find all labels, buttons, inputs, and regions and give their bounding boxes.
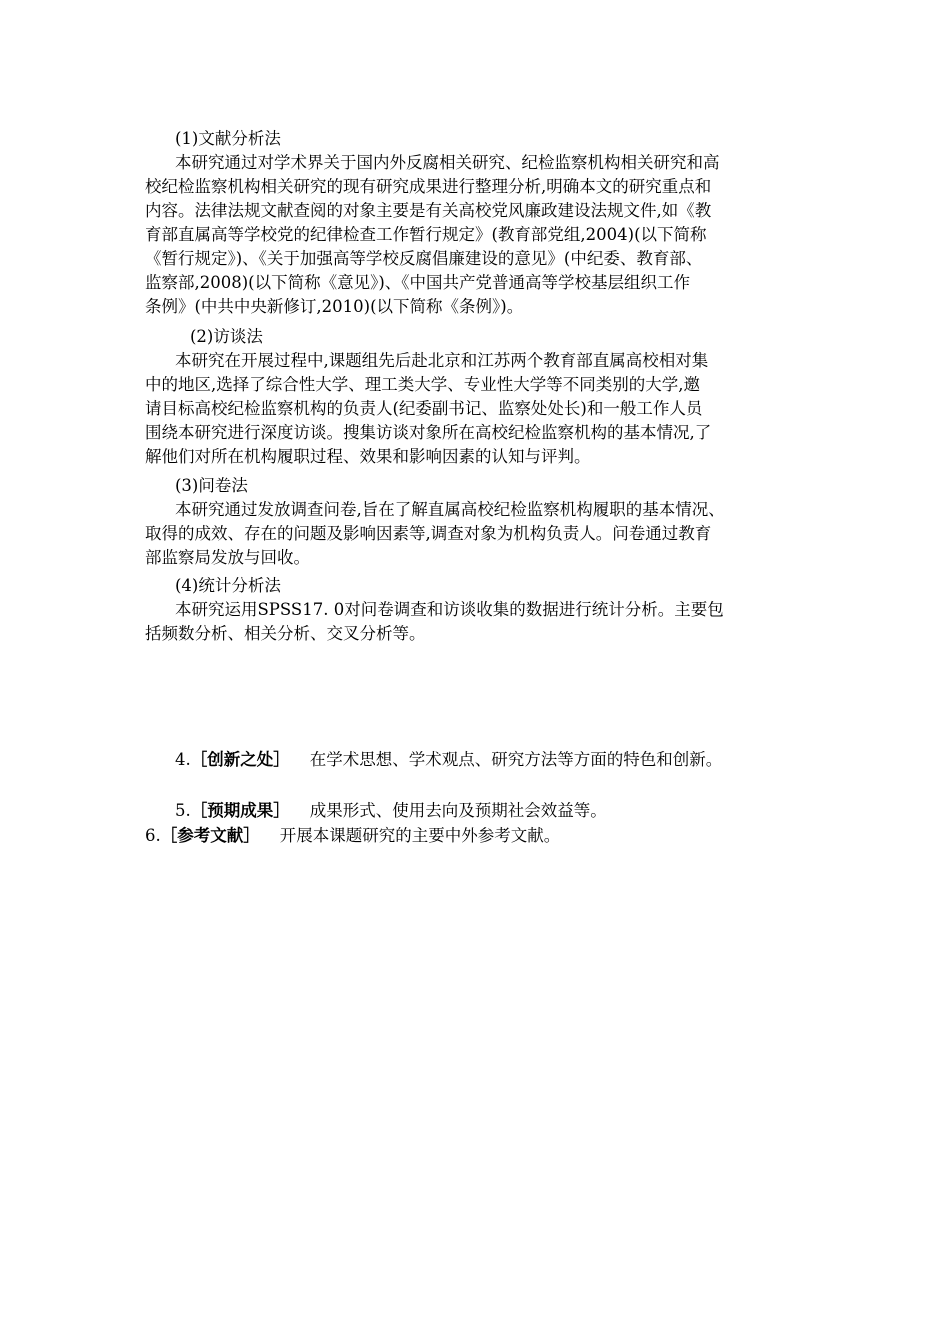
paragraph-line: 部监察局发放与回收。 — [145, 548, 310, 567]
paragraph-line: 条例》(中共中央新修订,2010)(以下简称《条例》)。 — [145, 297, 524, 316]
item-description: 开展本课题研究的主要中外参考文献。 — [279, 826, 561, 845]
item-number: 6. — [145, 826, 161, 845]
paragraph-line: 请目标高校纪检监察机构的负责人(纪委副书记、监察处处长)和一般工作人员 — [145, 399, 703, 418]
paragraph-line: 本研究通过对学术界关于国内外反腐相关研究、纪检监察机构相关研究和高 — [175, 153, 720, 172]
section-heading-interview: (2)访谈法 — [190, 327, 263, 346]
item-title: ［预期成果］ — [190, 801, 290, 820]
paragraph-line: 括频数分析、相关分析、交叉分析等。 — [145, 624, 426, 643]
paragraph-line: 育部直属高等学校党的纪律检查工作暂行规定》(教育部党组,2004)(以下简称 — [145, 225, 707, 244]
item-number: 4. — [175, 750, 191, 769]
paragraph-line: 本研究在开展过程中,课题组先后赴北京和江苏两个教育部直属高校相对集 — [175, 351, 709, 370]
item-description: 在学术思想、学术观点、研究方法等方面的特色和创新。 — [309, 750, 723, 769]
paragraph-line: 监察部,2008)(以下简称《意见》)、《中国共产党普通高等学校基层组织工作 — [145, 273, 691, 292]
paragraph-line: 校纪检监察机构相关研究的现有研究成果进行整理分析,明确本文的研究重点和 — [145, 177, 712, 196]
paragraph-line: 围绕本研究进行深度访谈。搜集访谈对象所在高校纪检监察机构的基本情况,了 — [145, 423, 712, 442]
item-description: 成果形式、使用去向及预期社会效益等。 — [309, 801, 607, 820]
paragraph-line: 中的地区,选择了综合性大学、理工类大学、专业性大学等不同类别的大学,邀 — [145, 375, 700, 394]
section-heading-questionnaire: (3)问卷法 — [175, 476, 248, 495]
item-innovation — [175, 748, 722, 772]
paragraph-line: 取得的成效、存在的问题及影响因素等,调查对象为机构负责人。问卷通过教育 — [145, 524, 712, 543]
item-title: ［参考文献］ — [160, 826, 260, 845]
paragraph-line: 内容。法律法规文献查阅的对象主要是有关高校党风廉政建设法规文件,如《教 — [145, 201, 712, 220]
item-expected-results — [175, 799, 607, 823]
paragraph-line: 解他们对所在机构履职过程、效果和影响因素的认知与评判。 — [145, 447, 591, 466]
item-references — [145, 824, 560, 848]
item-title: ［创新之处］ — [190, 750, 290, 769]
section-heading-statistics: (4)统计分析法 — [175, 576, 281, 595]
paragraph-line: 《暂行规定》)、《关于加强高等学校反腐倡廉建设的意见》(中纪委、教育部、 — [145, 249, 703, 268]
item-number: 5. — [175, 801, 191, 820]
paragraph-line: 本研究运用SPSS17. 0对问卷调查和访谈收集的数据进行统计分析。主要包 — [175, 600, 724, 619]
paragraph-line: 本研究通过发放调查问卷,旨在了解直属高校纪检监察机构履职的基本情况、 — [175, 500, 725, 519]
section-heading-literature: (1)文献分析法 — [175, 129, 281, 148]
